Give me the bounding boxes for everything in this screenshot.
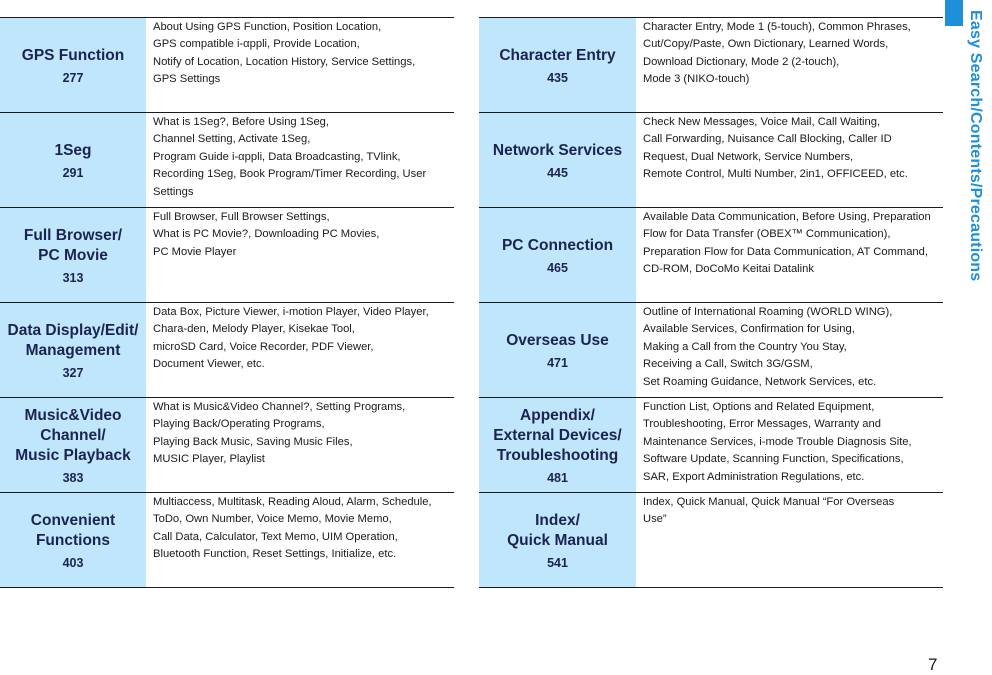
section-page: 383: [62, 470, 84, 485]
section-page: 481: [547, 470, 568, 485]
section-title: Full Browser/ PC Movie: [23, 226, 123, 264]
section-title: Overseas Use: [506, 331, 609, 349]
section-title: PC Connection: [501, 236, 614, 254]
section-description: Index, Quick Manual, Quick Manual “For Overseas Use”: [643, 496, 895, 526]
section-row: [479, 17, 943, 112]
section-tab[interactable]: [0, 303, 146, 397]
section-row: [479, 112, 943, 207]
right-column: [479, 17, 943, 588]
section-title: Convenient Functions: [30, 511, 116, 549]
section-description: Multiaccess, Multitask, Reading Aloud, Alarm, Schedule, ToDo, Own Number, Voice Memo, Movie Memo, Call Data, Calculator, Text Memo, UIM Operation, Bluetooth Function, Reset Settings, Initialize, etc.: [153, 496, 432, 561]
section-description: Data Box, Picture Viewer, i-motion Player, Video Player, Chara-den, Melody Player, Kisekae Tool, microSD Card, Voice Recorder, PDF Viewer, Document Viewer, etc.: [153, 306, 429, 371]
section-description: Check New Messages, Voice Mail, Call Waiting, Call Forwarding, Nuisance Call Blocking, Caller ID Request, Dual Network, Service Numbers, Remote Control, Multi Number, 2in1, OFFICEED, etc.: [643, 116, 908, 181]
section-page: 445: [547, 165, 568, 180]
section-title: GPS Function: [21, 46, 125, 64]
section-row: [0, 207, 454, 302]
side-tab-marker: [945, 0, 963, 26]
section-row: [0, 17, 454, 112]
section-tab[interactable]: [479, 18, 636, 112]
section-tab[interactable]: [479, 113, 636, 207]
section-title: Data Display/Edit/ Management: [7, 321, 139, 359]
section-page: 403: [62, 555, 84, 570]
section-page: 471: [547, 355, 568, 370]
page-number: 7: [928, 655, 938, 674]
section-tab[interactable]: [479, 303, 636, 397]
section-description: About Using GPS Function, Position Location, GPS compatible i-αppli, Provide Location, Notify of Location, Location History, Service Settings, GPS Settings: [153, 21, 416, 86]
section-page: 277: [62, 70, 84, 85]
section-tab[interactable]: [479, 398, 636, 492]
section-row: [0, 112, 454, 207]
section-description: What is Music&Video Channel?, Setting Programs, Playing Back/Operating Programs, Playing Back Music, Saving Music Files, MUSIC Player, Playlist: [153, 401, 406, 466]
section-page: 541: [547, 555, 568, 570]
left-column: [0, 17, 454, 588]
section-page: 327: [62, 365, 84, 380]
section-tab[interactable]: [479, 208, 636, 302]
section-title: 1Seg: [54, 141, 92, 159]
section-description: What is 1Seg?, Before Using 1Seg, Channel Setting, Activate 1Seg, Program Guide i-αppli, Data Broadcasting, TVlink, Recording 1Seg, Book Program/Timer Recording, User Settings: [153, 116, 427, 198]
section-title: Music&Video Channel/ Music Playback: [15, 406, 131, 464]
section-row: [479, 397, 943, 492]
section-tab[interactable]: [0, 18, 146, 112]
section-title: Index/ Quick Manual: [507, 511, 608, 549]
section-description: Outline of International Roaming (WORLD WING), Available Services, Confirmation for Using, Making a Call from the Country You Stay, Receiving a Call, Switch 3G/GSM, Set Roaming Guidance, Network Services, etc.: [643, 306, 893, 388]
section-description: Available Data Communication, Before Using, Preparation Flow for Data Transfer (OBEX™ Communication), Preparation Flow for Data Communication, AT Command, CD-ROM, DoCoMo Keitai Datalink: [643, 211, 931, 276]
section-title: Network Services: [492, 141, 623, 159]
section-row: [479, 492, 943, 588]
section-description: Full Browser, Full Browser Settings, What is PC Movie?, Downloading PC Movies, PC Movie Player: [153, 211, 380, 258]
section-description: Character Entry, Mode 1 (5-touch), Common Phrases, Cut/Copy/Paste, Own Dictionary, Learned Words, Download Dictionary, Mode 2 (2-touch), Mode 3 (NIKO-touch): [643, 21, 911, 86]
section-page: 313: [62, 270, 84, 285]
section-tab[interactable]: [0, 398, 146, 492]
section-row: [0, 492, 454, 588]
section-title: Character Entry: [499, 46, 616, 64]
section-row: [479, 207, 943, 302]
section-row: [0, 397, 454, 492]
section-tab[interactable]: [0, 208, 146, 302]
section-row: [479, 302, 943, 397]
section-title: Appendix/ External Devices/ Troubleshooting: [493, 406, 622, 464]
section-page: 291: [62, 165, 84, 180]
section-description: Function List, Options and Related Equipment, Troubleshooting, Error Messages, Warranty and Maintenance Services, i-mode Trouble Diagnosis Site, Software Update, Scanning Function, Specifications, SAR, Export Administration Regulations, etc.: [643, 401, 912, 483]
section-page: 465: [547, 260, 568, 275]
side-tab-label: Easy Search/Contents/Precautions: [967, 10, 984, 282]
section-tab[interactable]: [479, 493, 636, 587]
section-tab[interactable]: [0, 113, 146, 207]
section-row: [0, 302, 454, 397]
section-tab[interactable]: [0, 493, 146, 587]
section-page: 435: [547, 70, 568, 85]
